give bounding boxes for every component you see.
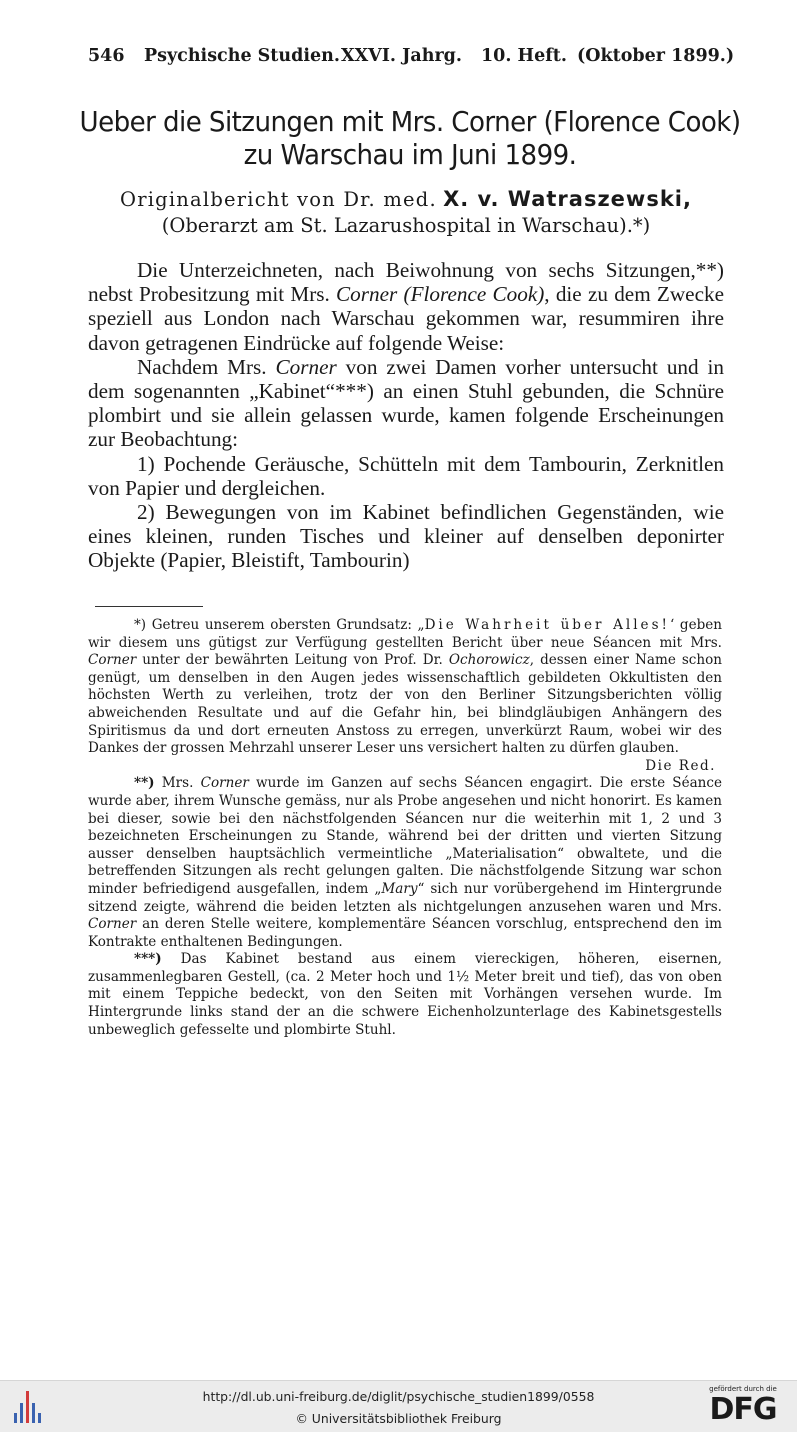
text-run: , die zu dem Zwecke speziell aus London nach Warschau gekommen war, resummiren ihre davon getragenen Eindrücke auf folgende Weise: bbox=[88, 282, 724, 355]
person-name: Corner bbox=[88, 916, 137, 933]
text-run: von zwei Damen vorher untersucht und in dem sogenannten „Kabinet“***) an einen Stuhl gebunden, die Schnüre plombirt und sie allein gelassen wurde, kamen folgende Erscheinungen zur Beobachtung: bbox=[88, 354, 725, 452]
paragraph bbox=[88, 355, 724, 452]
dfg-wordmark: DFG bbox=[709, 1392, 777, 1427]
viewer-footer bbox=[0, 1380, 797, 1432]
editor-signature: Die Red. bbox=[645, 757, 716, 774]
paragraph bbox=[88, 258, 724, 355]
footnote-1 bbox=[88, 617, 722, 758]
byline-position: (Oberarzt am St. Lazarushospital in Warschau).*) bbox=[161, 214, 651, 237]
person-name: Corner bbox=[275, 354, 337, 379]
footnote-mark: ***) bbox=[134, 951, 162, 968]
motto: Die Wahrheit über Alles! bbox=[424, 617, 670, 633]
issue-date: (Oktober 1899.) bbox=[577, 46, 735, 66]
text-run: *) Getreu unserem obersten Grundsatz: „ bbox=[134, 617, 425, 633]
text-run: Mrs. bbox=[161, 775, 194, 792]
page-number: 546 bbox=[88, 46, 125, 66]
volume: XXVI. Jahrg. bbox=[341, 46, 462, 66]
body-text bbox=[88, 258, 724, 573]
person-name: Corner bbox=[200, 775, 249, 792]
paragraph: 2) Bewegungen von im Kabinet befindlichen Gegenständen, wie eines kleinen, runden Tisches und kleiner auf denselben deponirter Objekte (Papier, Bleistift, Tambourin) bbox=[88, 500, 724, 573]
footnote-2 bbox=[88, 775, 722, 951]
text-run: an deren Stelle weitere, komplementäre Séancen vorschlug, entsprechend den im Kontrakte enthaltenen Bedingungen. bbox=[88, 916, 722, 950]
title-line-2: zu Warschau im Juni 1899. bbox=[243, 139, 577, 171]
person-name: Ochorowicz bbox=[448, 652, 530, 669]
footnote-3 bbox=[88, 951, 722, 1039]
footnote-mark: **) bbox=[134, 775, 155, 792]
copyright-notice: © Universitätsbibliothek Freiburg bbox=[295, 1411, 502, 1426]
dfg-logo-icon[interactable] bbox=[699, 1385, 787, 1429]
text-run: Nachdem Mrs. bbox=[137, 354, 267, 379]
article-title bbox=[78, 106, 743, 172]
text-run: unter der bewährten Leitung von Prof. Dr. bbox=[142, 652, 443, 669]
byline bbox=[84, 186, 728, 239]
text-run: , dessen einer Name schon genügt, um denselben in den Augen jedes wissenschaftlich gebildeten Okkultisten den höchsten Werth zu verleihen, trotz der von den Berliner Sitzungsberichten völlig abweichenden Resultate und auf die Gefahr hin, bei blindgläubigen Anhängern des Spiritismus da und dort erneuten Anstoss zu erregen, unverkürzt Raum, wobei wir des Dankes der grossen Mehrzahl unserer Leser uns versichert halten zu dürfen glauben. bbox=[88, 652, 723, 757]
byline-intro: Originalbericht von Dr. med. bbox=[120, 188, 437, 211]
byline-author: X. v. Watraszewski, bbox=[443, 187, 692, 211]
text-run: Das Kabinet bestand aus einem viereckigen, höheren, eisernen, zusammenlegbaren Gestell, (ca. 2 Meter hoch und 1½ Meter breit und tief), das von oben mit einem Teppiche bedeckt, von den Seiten mit Vorhängen versehen wurde. Im Hintergrunde links stand der an die schwere Eichenholzunterlage des Kabinetsgestells unbeweglich gefesselte und plombirte Stuhl. bbox=[88, 951, 722, 1038]
paragraph: 1) Pochende Geräusche, Schütteln mit dem Tambourin, Zerknitlen von Papier und dergleichen. bbox=[88, 451, 724, 500]
text-run: “ sich nur vorübergehend im Hintergrunde sitzend zeigte, während die beiden letzten als nichtgelungen anzusehen waren und Mrs. bbox=[88, 880, 722, 915]
person-name: Corner bbox=[88, 652, 137, 669]
permalink-url[interactable]: http://dl.ub.uni-freiburg.de/diglit/psychische_studien1899/0558 bbox=[202, 1389, 595, 1404]
footnotes bbox=[88, 617, 722, 1039]
text-run: Die Unterzeichneten, nach Beiwohnung von sechs Sitzungen,**) nebst Probesitzung mit Mrs. bbox=[88, 258, 724, 307]
text-run: ‘ geben wir diesem uns gütigst zur Verfügung gestellten Bericht über neue Séancen mit Mrs. bbox=[88, 617, 723, 651]
footnote-rule bbox=[95, 606, 203, 607]
title-line-1: Ueber die Sitzungen mit Mrs. Corner (Florence Cook) bbox=[79, 106, 741, 138]
issue: 10. Heft. bbox=[481, 46, 567, 66]
journal-name: Psychische Studien. bbox=[144, 46, 340, 66]
text-run: wurde im Ganzen auf sechs Séancen engagirt. Die erste Séance wurde aber, ihrem Wunsche gemäss, nur als Probe angesehen und nicht honorirt. Es kamen bei dieser, sowie bei den nächstfolgenden Séancen nur die weiterhin mit 1, 2 und 3 bezeichneten Erscheinungen zu Stande, während bei der dritten und vierten Sitzung ausser denselben hauptsächlich vermeintliche „Materialisation“ obwaltete, und die betreffenden Sitzungen als recht gelungen galten. Die nächstfolgende Sitzung war schon minder befriedigend ausgefallen, indem „ bbox=[88, 775, 722, 897]
person-name: Mary bbox=[381, 880, 418, 897]
person-name: Corner (Florence Cook) bbox=[336, 282, 545, 307]
dfg-caption: gefördert durch die bbox=[709, 1385, 777, 1393]
